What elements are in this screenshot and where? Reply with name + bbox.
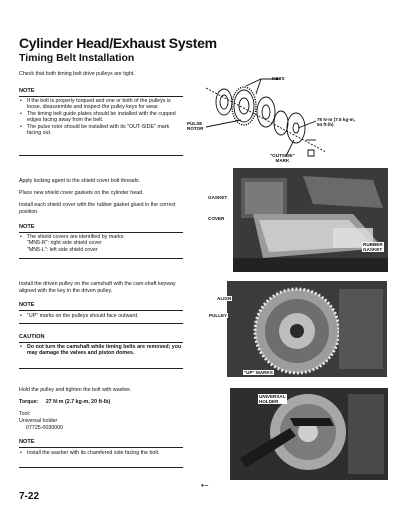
note-item: • The pulse rotor should be installed with its "OUT-SIDE" mark facing out. [19,124,184,137]
torque-value: 27 N·m (2.7 kg-m, 20 ft-lb) [45,399,111,405]
note-item: • The timing belt guide plates should be installed with the cupped edges facing away from the belt. [19,111,184,124]
note-item: • The shield covers are identified by marks: "MN5-R": right side shield cover "MN5-L": left side shield cover [19,234,184,253]
small-mark: •− [201,481,209,490]
driven-pulley-photo [227,281,387,377]
outside-mark-label: "OUTSIDE" MARK [270,153,295,163]
shield-cover-photo [233,168,388,272]
note-item: • "UP" marks on the pulleys should face outward. [19,313,184,319]
divider [19,467,183,468]
keys-label: KEYS [272,76,285,81]
caution-list [19,344,184,357]
note-item: • If the bolt is properly torqued and one or both of the pulleys is loose, disassemble and inspect the pulley keys for wear. [19,98,184,111]
divider [19,232,183,233]
page-title: Cylinder Head/Exhaust System [19,35,217,51]
tool-label: Tool: [19,411,31,417]
caution-label: CAUTION [19,334,45,340]
divider [19,96,183,97]
tighten-bolt-text: Hold the pulley and tighten the bolt with washer. [19,387,132,393]
check-pulleys-text: Check that both timing belt drive pulleys are tight. [19,71,135,77]
gasket-text: Place new shield cover gaskets on the cylinder head. [19,190,144,196]
divider [19,342,183,343]
note-list-4 [19,450,184,456]
note-list-2 [19,234,184,253]
align-label: ALIGN [217,296,232,301]
tool-name: Universal holder [19,418,58,424]
pulse-rotor-label: PULSE ROTOR [187,121,204,131]
pulley-label: PULLEY [209,313,228,318]
divider [19,310,183,311]
note-label-1: NOTE [19,88,35,94]
torque-spec [19,399,184,406]
driven-pulley-text: Install the driven pulley on the camshaft with the cam-shaft keyway aligned with the key in the driven pulley. [19,281,176,294]
divider [19,258,183,259]
divider [19,155,183,156]
install-cover-text: Install each shield cover with the rubber gasket glued in the correct position. [19,202,176,215]
divider [19,447,183,448]
note-label-2: NOTE [19,224,35,230]
divider [19,323,183,324]
caution-item: • Do not turn the camshaft while timing belts are removed; you may damage the valves and piston domes. [19,344,184,357]
note-item: • Install the washer with its chamfered side facing the bolt. [19,450,184,456]
up-marks-label: "UP" MARKS [244,370,273,375]
gasket-label: GASKET [208,195,228,200]
torque-spec-label: 75 N·m (7.5 kg-m, 54 ft-lb) [317,117,356,127]
rubber-gasket-label: RUBBER GASKET [363,242,383,252]
universal-holder-label: UNIVERSAL HOLDER [259,394,286,404]
tool-number: 07725-0030000 [26,425,64,431]
divider [19,368,183,369]
cover-label: COVER [208,216,225,221]
locking-agent-text: Apply locking agent to the shield cover bolt threads. [19,178,141,184]
universal-holder-photo [230,388,388,480]
note-list-3 [19,313,184,319]
note-label-4: NOTE [19,439,35,445]
page-number: 7-22 [19,491,40,502]
torque-label: Torque: [19,399,39,405]
note-label-3: NOTE [19,302,35,308]
note-list-1 [19,98,184,136]
section-title: Timing Belt Installation [19,52,135,64]
